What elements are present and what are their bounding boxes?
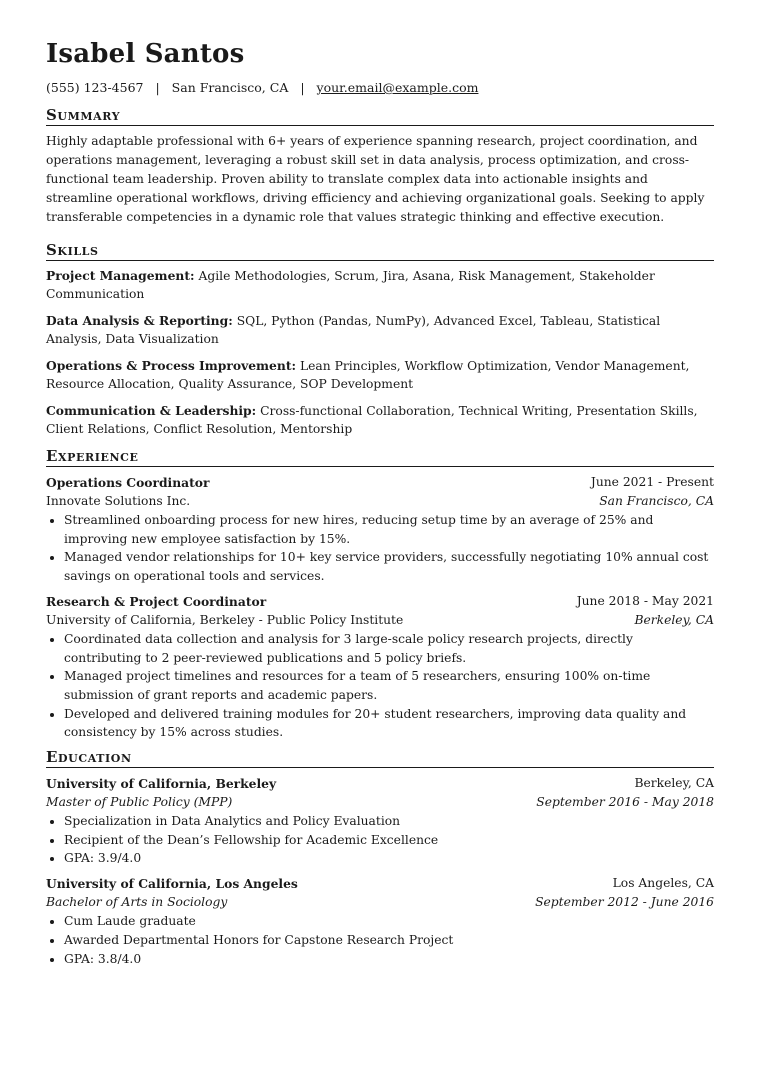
education-bullets (46, 912, 714, 968)
school-name: University of California, Los Angeles (46, 876, 298, 892)
degree-row (46, 893, 714, 912)
section-title-skills: Skills (46, 241, 714, 261)
list-item: • Coordinated data collection and analysis for 3 large-scale policy research projects, directly contributing to 2 peer-reviewed publications and 5 policy briefs. (64, 630, 714, 667)
section-title-summary: Summary (46, 106, 714, 126)
list-item: • Managed project timelines and resources for a team of 5 researchers, ensuring 100% on-time submission of grant reports and academic papers. (64, 667, 714, 704)
skill-row (46, 312, 714, 348)
phone-number: (555) 123-4567 (46, 80, 144, 95)
candidate-name: Isabel Santos (46, 39, 245, 69)
job-org-row (46, 611, 714, 630)
list-item: • Awarded Departmental Honors for Capstone Research Project (64, 931, 714, 950)
job-org-row (46, 492, 714, 511)
contact-separator: | (300, 80, 305, 95)
school-name: University of California, Berkeley (46, 776, 277, 792)
school-dates: September 2016 - May 2018 (536, 795, 714, 810)
experience-section (46, 447, 714, 742)
list-item: • GPA: 3.8/4.0 (64, 950, 714, 969)
skill-label: Data Analysis & Reporting: (46, 313, 233, 328)
list-item: • Recipient of the Dean’s Fellowship for Academic Excellence (64, 831, 714, 850)
skills-section (46, 241, 714, 438)
section-title-education: Education (46, 748, 714, 768)
list-item: • Developed and delivered training modules for 20+ student researchers, improving data quality and consistency by 15% across studies. (64, 705, 714, 742)
education-section (46, 748, 714, 968)
skill-label: Operations & Process Improvement: (46, 358, 297, 373)
list-item: • Specialization in Data Analytics and Policy Evaluation (64, 812, 714, 831)
skill-row (46, 267, 714, 303)
section-title-experience: Experience (46, 447, 714, 467)
skill-row (46, 357, 714, 393)
job-entry (46, 592, 714, 742)
email-link[interactable]: your.email@example.com (316, 80, 479, 95)
skill-text: SQL, Python (Pandas, NumPy), Advanced Excel, Tableau, Statistical Analysis, Data Visualization (46, 314, 661, 346)
list-item: • GPA: 3.9/4.0 (64, 849, 714, 868)
job-header-row (46, 592, 714, 611)
job-dates: June 2018 - May 2021 (576, 593, 714, 608)
job-role: Operations Coordinator (46, 475, 210, 490)
school-location: Los Angeles, CA (612, 876, 714, 891)
skill-label: Project Management: (46, 268, 195, 283)
skill-text: Cross-functional Collaboration, Technical Writing, Presentation Skills, Client Relations, Conflict Resolution, Mentorship (46, 404, 698, 436)
school-header-row (46, 874, 714, 893)
job-org: Innovate Solutions Inc. (46, 494, 191, 508)
education-bullets (46, 812, 714, 868)
skill-row (46, 402, 714, 438)
job-header-row (46, 473, 714, 492)
skill-label: Communication & Leadership: (46, 403, 257, 418)
contact-line (46, 80, 714, 96)
school-header-row (46, 774, 714, 793)
degree: Bachelor of Arts in Sociology (46, 895, 228, 910)
contact-separator: | (155, 80, 160, 95)
job-role: Research & Project Coordinator (46, 593, 267, 609)
job-dates: June 2021 - Present (590, 475, 714, 489)
list-item: • Streamlined onboarding process for new hires, reducing setup time by an average of 25% and improving new employee satisfaction by 15%. (64, 511, 714, 548)
job-location: San Francisco, CA (599, 494, 714, 508)
skill-text: Agile Methodologies, Scrum, Jira, Asana, Risk Management, Stakeholder Communication (46, 269, 655, 301)
school-dates: September 2012 - June 2016 (535, 895, 714, 910)
degree: Master of Public Policy (MPP) (46, 795, 233, 810)
job-bullets (46, 511, 714, 586)
job-bullets (46, 630, 714, 742)
summary-section (46, 106, 714, 227)
location: San Francisco, CA (171, 80, 289, 95)
degree-row (46, 793, 714, 812)
school-location: Berkeley, CA (634, 776, 714, 791)
list-item: • Cum Laude graduate (64, 912, 714, 931)
job-location: Berkeley, CA (634, 612, 714, 627)
summary-text: Highly adaptable professional with 6+ years of experience spanning research, project coordination, and operations management, leveraging a robust skill set in data analysis, process optimization, and cross-functional team leadership. Proven ability to translate complex data into actionable insights and streamline operational workflows, driving efficiency and achieving organizational goals. Seeking to apply transferable competencies in a dynamic role that values strategic thinking and effective execution. (46, 134, 705, 224)
job-org: University of California, Berkeley - Public Policy Institute (46, 612, 404, 627)
list-item: • Managed vendor relationships for 10+ key service providers, successfully negotiating 10% annual cost savings on operational tools and services. (64, 548, 714, 585)
skill-text: Lean Principles, Workflow Optimization, Vendor Management, Resource Allocation, Quality Assurance, SOP Development (46, 359, 690, 391)
education-entry (46, 874, 714, 968)
education-entry (46, 774, 714, 868)
job-entry (46, 473, 714, 586)
